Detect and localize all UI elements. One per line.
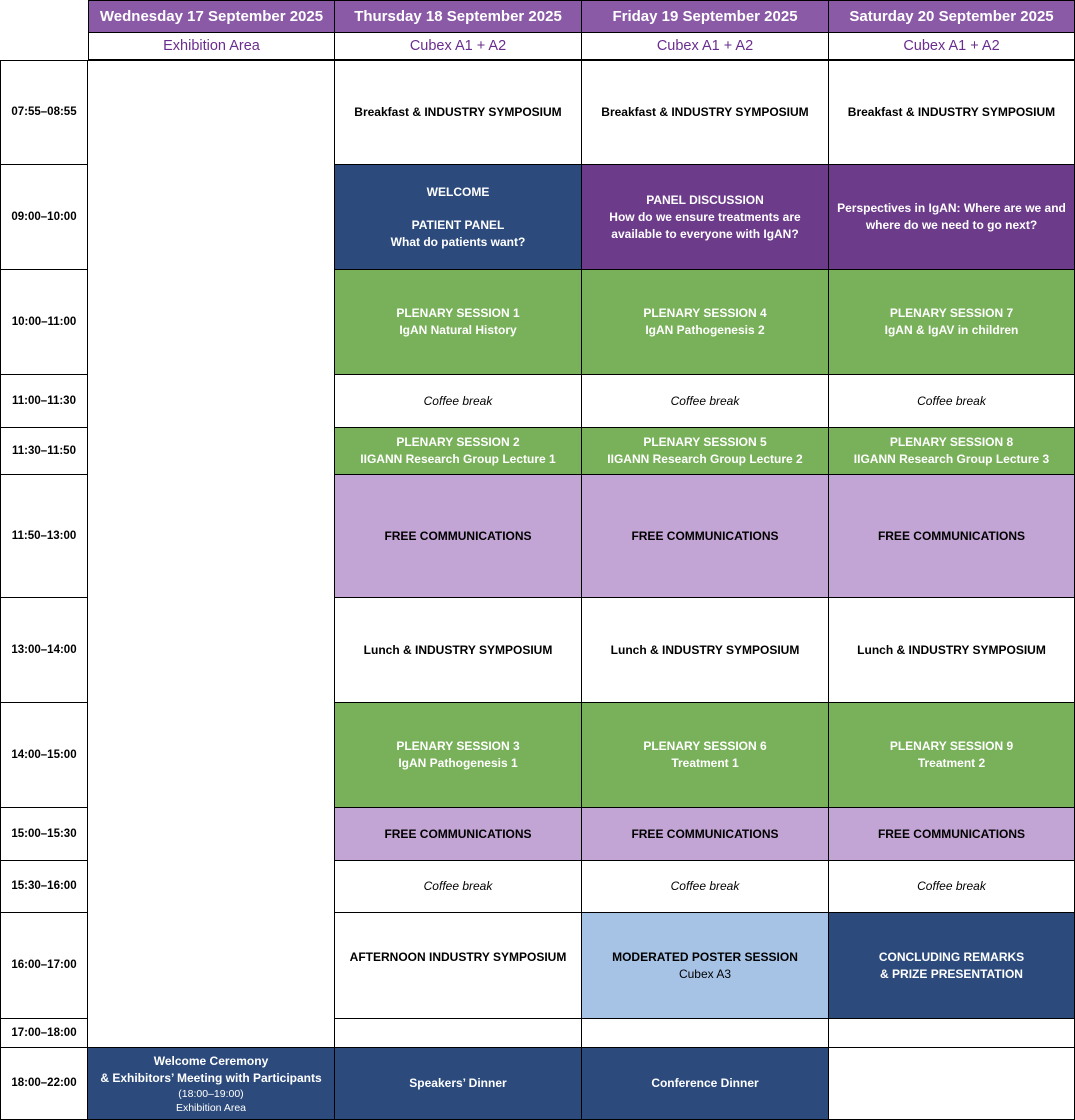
- session-breakfast: [582, 60, 829, 165]
- day-header-fri: Friday 19 September 2025: [582, 0, 829, 33]
- session-title: PLENARY SESSION 1: [396, 306, 520, 320]
- time-slot: 18:00–22:00: [0, 1048, 88, 1120]
- empty-slot: [829, 1048, 1075, 1120]
- time-slot: 11:30–11:50: [0, 428, 88, 475]
- session-title: Breakfast & INDUSTRY SYMPOSIUM: [847, 105, 1056, 119]
- session-title: & Exhibitors’ Meeting with Participants: [100, 1070, 322, 1085]
- session-title: FREE COMMUNICATIONS: [877, 826, 1026, 841]
- time-slot: 09:00–10:00: [0, 165, 88, 270]
- session-speakers-dinner: [335, 1048, 582, 1120]
- session-plenary-4: [582, 270, 829, 375]
- session-title: Coffee break: [917, 393, 986, 408]
- session-plenary-1: [335, 270, 582, 375]
- session-lunch: [582, 598, 829, 703]
- session-lunch: [335, 598, 582, 703]
- session-subtitle: IgAN & IgAV in children: [884, 323, 1019, 337]
- session-panel-discussion: [582, 165, 829, 270]
- session-subtitle: What do patients want?: [390, 234, 526, 249]
- session-title: Breakfast & INDUSTRY SYMPOSIUM: [354, 105, 562, 119]
- session-welcome-ceremony: [88, 1048, 335, 1120]
- session-plenary-6: [582, 703, 829, 808]
- session-subtitle: IIGANN Research Group Lecture 2: [607, 452, 803, 466]
- wed-empty-block: [88, 60, 335, 1048]
- session-plenary-5: [582, 428, 829, 475]
- venue-sat: Cubex A1 + A2: [829, 33, 1075, 60]
- day-header-thu: Thursday 18 September 2025: [335, 0, 582, 33]
- session-title: Coffee break: [670, 393, 740, 408]
- session-title: WELCOME: [426, 184, 490, 199]
- session-lunch: [829, 598, 1075, 703]
- session-title: PLENARY SESSION 5: [643, 435, 767, 449]
- session-title: Breakfast & INDUSTRY SYMPOSIUM: [601, 105, 809, 119]
- time-slot: 17:00–18:00: [0, 1019, 88, 1048]
- session-subtitle: IgAN Pathogenesis 1: [398, 756, 518, 770]
- session-title: PLENARY SESSION 2: [396, 435, 520, 449]
- session-time: (18:00–19:00): [178, 1087, 244, 1100]
- session-subtitle: IIGANN Research Group Lecture 3: [853, 452, 1050, 466]
- session-title: Lunch & INDUSTRY SYMPOSIUM: [857, 642, 1046, 657]
- session-title: Speakers’ Dinner: [409, 1076, 507, 1090]
- session-coffee: [335, 375, 582, 428]
- session-coffee: [829, 375, 1075, 428]
- session-plenary-9: [829, 703, 1075, 808]
- session-concluding-remarks: [829, 913, 1075, 1019]
- session-coffee: [582, 861, 829, 913]
- session-breakfast: [335, 60, 582, 165]
- session-plenary-2: [335, 428, 582, 475]
- session-poster: [582, 913, 829, 1019]
- time-slot: 07:55–08:55: [0, 60, 88, 165]
- time-slot: 11:50–13:00: [0, 475, 88, 598]
- session-title: FREE COMMUNICATIONS: [384, 528, 532, 543]
- session-title: PATIENT PANEL: [411, 217, 505, 232]
- session-title: CONCLUDING REMARKS: [878, 949, 1025, 964]
- session-title: Coffee break: [423, 879, 493, 893]
- session-coffee: [335, 861, 582, 913]
- session-title: FREE COMMUNICATIONS: [877, 528, 1026, 543]
- session-title: PLENARY SESSION 7: [889, 306, 1014, 320]
- session-free-communications: [335, 808, 582, 861]
- time-slot: 15:00–15:30: [0, 808, 88, 861]
- session-title: Coffee break: [917, 879, 986, 893]
- session-coffee: [829, 861, 1075, 913]
- session-title: FREE COMMUNICATIONS: [631, 528, 779, 543]
- session-subtitle: IIGANN Research Group Lecture 1: [360, 452, 556, 466]
- empty-slot: [335, 1019, 582, 1048]
- day-header-wed: Wednesday 17 September 2025: [88, 0, 335, 33]
- session-title: Coffee break: [423, 393, 493, 408]
- session-breakfast: [829, 60, 1075, 165]
- time-slot: 14:00–15:00: [0, 703, 88, 808]
- session-title: Lunch & INDUSTRY SYMPOSIUM: [610, 642, 800, 657]
- venue-thu: Cubex A1 + A2: [335, 33, 582, 60]
- time-slot: 15:30–16:00: [0, 861, 88, 913]
- session-title: MODERATED POSTER SESSION: [612, 949, 798, 964]
- session-free-communications: [829, 808, 1075, 861]
- session-plenary-7: [829, 270, 1075, 375]
- session-plenary-8: [829, 428, 1075, 475]
- session-title: Lunch & INDUSTRY SYMPOSIUM: [363, 642, 553, 657]
- empty-slot: [829, 1019, 1075, 1048]
- session-title: FREE COMMUNICATIONS: [631, 826, 779, 841]
- session-free-communications: [335, 475, 582, 598]
- session-title: Welcome Ceremony: [153, 1053, 269, 1068]
- session-subtitle: IgAN Natural History: [399, 323, 517, 337]
- session-subtitle: How do we ensure treatments are available to everyone with IgAN?: [609, 209, 801, 241]
- session-title: PLENARY SESSION 9: [889, 739, 1014, 753]
- session-title: PLENARY SESSION 3: [396, 739, 520, 753]
- venue-fri: Cubex A1 + A2: [582, 33, 829, 60]
- session-subtitle: Treatment 2: [917, 756, 986, 770]
- session-subtitle: Treatment 1: [671, 756, 739, 770]
- empty-slot: [582, 1019, 829, 1048]
- session-title: PLENARY SESSION 6: [643, 739, 767, 753]
- day-header-sat: Saturday 20 September 2025: [829, 0, 1075, 33]
- time-slot: 11:00–11:30: [0, 375, 88, 428]
- session-conference-dinner: [582, 1048, 829, 1120]
- session-free-communications: [829, 475, 1075, 598]
- session-title: AFTERNOON INDUSTRY SYMPOSIUM: [349, 950, 567, 964]
- session-subtitle: IgAN Pathogenesis 2: [645, 323, 765, 337]
- corner-empty: [0, 0, 88, 60]
- session-coffee: [582, 375, 829, 428]
- session-title: FREE COMMUNICATIONS: [384, 826, 532, 841]
- session-perspectives: [829, 165, 1075, 270]
- session-title: Coffee break: [670, 879, 740, 893]
- session-free-communications: [582, 475, 829, 598]
- session-title: & PRIZE PRESENTATION: [880, 966, 1023, 981]
- session-afternoon-symposium: [335, 913, 582, 1019]
- session-title: Perspectives in IgAN: Where are we and where do we need to go next?: [837, 201, 1066, 232]
- session-venue: Exhibition Area: [175, 1101, 247, 1114]
- session-subtitle: Cubex A3: [678, 966, 732, 981]
- time-slot: 10:00–11:00: [0, 270, 88, 375]
- session-title: PLENARY SESSION 4: [643, 306, 767, 320]
- venue-wed: Exhibition Area: [88, 33, 335, 60]
- session-welcome-patient-panel: [335, 165, 582, 270]
- session-title: PLENARY SESSION 8: [889, 435, 1014, 449]
- session-title: Conference Dinner: [651, 1076, 759, 1090]
- session-free-communications: [582, 808, 829, 861]
- session-title: PANEL DISCUSSION: [646, 192, 764, 207]
- session-plenary-3: [335, 703, 582, 808]
- time-slot: 13:00–14:00: [0, 598, 88, 703]
- time-slot: 16:00–17:00: [0, 913, 88, 1019]
